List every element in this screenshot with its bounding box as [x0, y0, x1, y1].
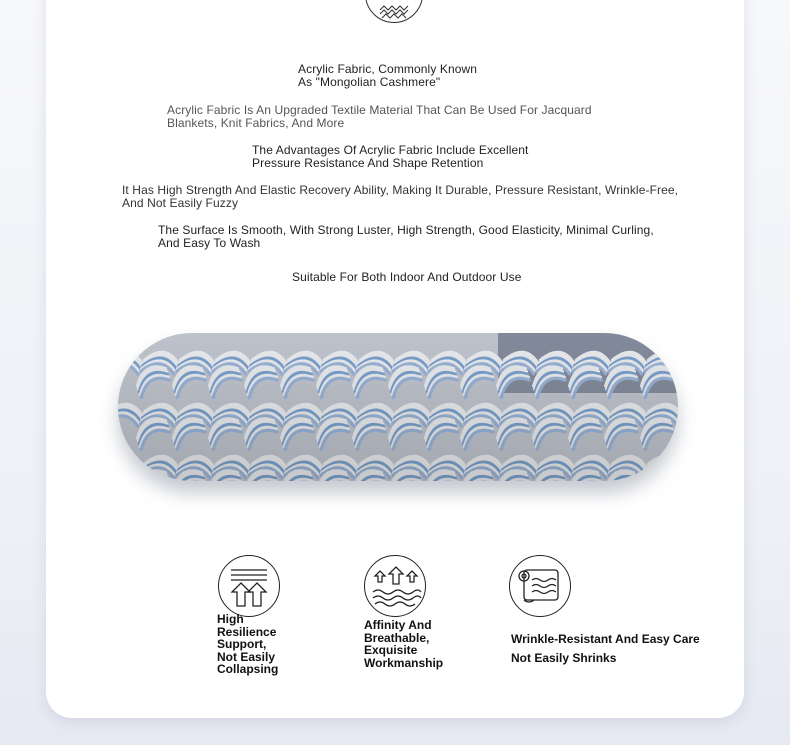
- wrinkle-resistant-fabric-icon: [509, 555, 571, 617]
- breathable-waves-icon: [364, 555, 426, 617]
- knit-fabric-closeup-image: [118, 333, 678, 481]
- strength-text: It Has High Strength And Elastic Recovery Ability, Making It Durable, Pressure Resistant, Wrinkle-Free, And Not Easily Fuzzy: [122, 183, 679, 210]
- surface-text: The Surface Is Smooth, With Strong Luster, High Strength, Good Elasticity, Minimal Curling, And Easy To Wash: [158, 223, 654, 250]
- feature-label-wrinkle-resistant: Wrinkle-Resistant And Easy Care Not Easily Shrinks: [511, 632, 700, 665]
- resilience-arrows-icon: [218, 555, 280, 617]
- intro-heading: Acrylic Fabric, Commonly Known As "Mongolian Cashmere": [298, 62, 478, 89]
- feature-label-resilience: High Resilience Support, Not Easily Collapsing: [217, 612, 279, 676]
- intro-description: Acrylic Fabric Is An Upgraded Textile Material That Can Be Used For Jacquard Blankets, Knit Fabrics, And More: [167, 103, 592, 130]
- advantages-text: The Advantages Of Acrylic Fabric Include Excellent Pressure Resistance And Shape Retention: [252, 143, 529, 170]
- fabric-texture-icon: [365, 0, 423, 23]
- feature-label-breathable: Affinity And Breathable, Exquisite Workmanship: [364, 618, 444, 670]
- suitable-text: Suitable For Both Indoor And Outdoor Use: [292, 270, 522, 284]
